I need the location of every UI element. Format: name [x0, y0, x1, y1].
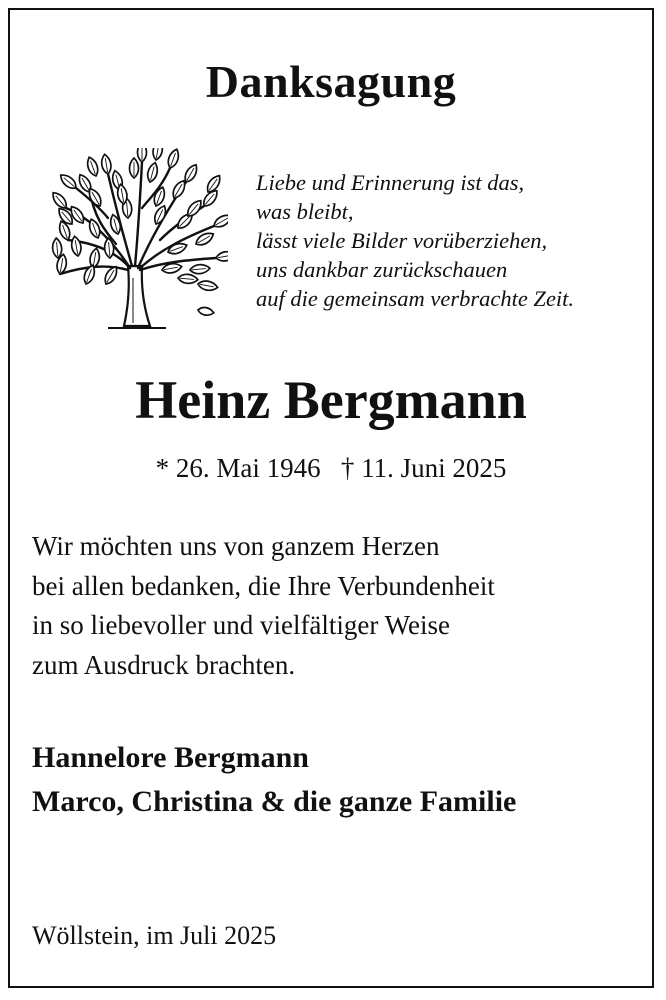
tree-icon [38, 148, 228, 330]
signatories [32, 736, 516, 824]
signatory: Marco, Christina & die ganze Familie [32, 785, 517, 818]
message-line: zum Ausdruck brachten. [32, 649, 296, 680]
verse-line: Liebe und Erinnerung ist das, [256, 170, 525, 195]
message-line: in so liebevoller und vielfältiger Weise [32, 610, 450, 640]
verse-line: was bleibt, [256, 199, 354, 224]
message-line: Wir möchten uns von ganzem Herzen [32, 531, 440, 561]
heading: Danksagung [205, 56, 457, 107]
life-dates [10, 450, 652, 486]
verse [256, 168, 574, 313]
death-date: † 11. Juni 2025 [340, 453, 507, 483]
message-line: bei allen bedanken, die Ihre Verbundenheit [32, 570, 495, 601]
place-date: Wöllstein, im Juli 2025 [32, 921, 277, 950]
signatory: Hannelore Bergmann [32, 741, 309, 774]
birth-date: * 26. Mai 1946 [155, 453, 321, 483]
verse-line: auf die gemeinsam verbrachte Zeit. [256, 286, 575, 311]
verse-line: lässt viele Bilder vorüberziehen, [256, 228, 548, 253]
verse-line: uns dankbar zurückschauen [256, 257, 508, 282]
obituary-card [8, 8, 654, 988]
deceased-name: Heinz Bergmann [135, 370, 527, 430]
thank-you-message [32, 527, 495, 685]
